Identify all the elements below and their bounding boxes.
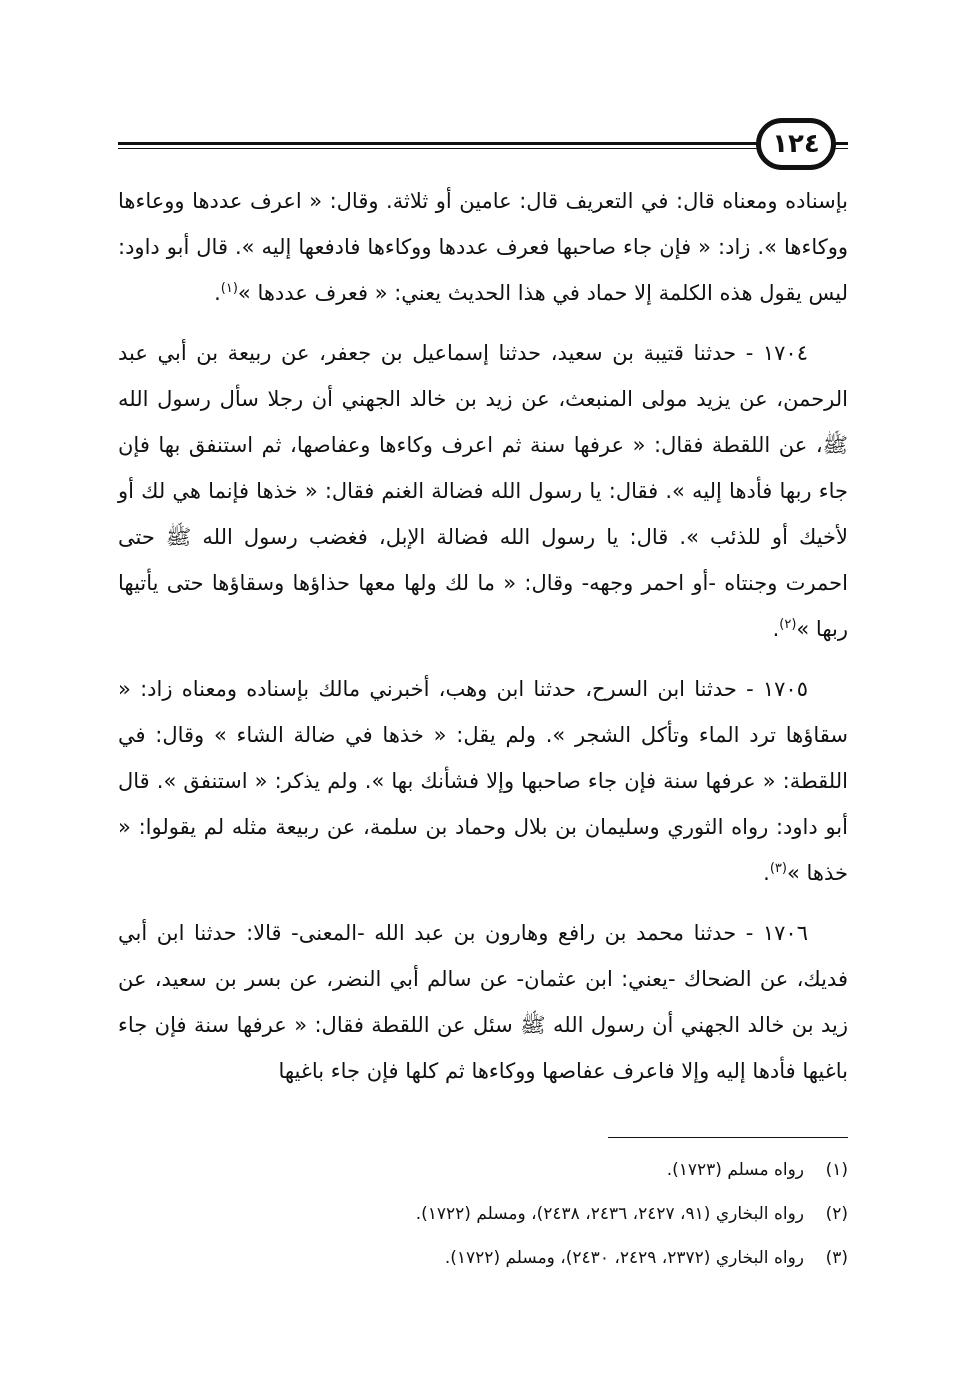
- footnote-item: [118, 1192, 848, 1236]
- paragraph-text: ١٧٠٦ - حدثنا محمد بن رافع وهارون بن عبد الله -المعنى- قالا: حدثنا ابن أبي فديك، عن الضحاك -يعني: ابن عثمان- عن سالم أبي النضر، عن بسر بن سعيد، عن زيد بن خالد الجهني أن رسول الله ﷺ سئل عن اللقطة فقال: « عرفها سنة فإن جاء باغيها فأدها إليه وإلا فاعرف عفاصها ووكاءها ثم كلها فإن جاء باغيها: [118, 921, 848, 1083]
- hadith-1706: [118, 910, 848, 1094]
- footnotes: [118, 1148, 848, 1280]
- paragraph-text: ١٧٠٥ - حدثنا ابن السرح، حدثنا ابن وهب، أخبرني مالك بإسناده ومعناه زاد: « سقاؤها ترد الماء وتأكل الشجر ». ولم يقل: « خذها في ضالة الشاء » وقال: في اللقطة: « عرفها سنة فإن جاء صاحبها وإلا فشأنك بها ». ولم يذكر: « استنفق ». قال أبو داود: رواه الثوري وسليمان بن بلال وحماد بن سلمة، عن ربيعة مثله لم يقولوا: « خذها »: [118, 677, 848, 885]
- footnote-item: [118, 1236, 848, 1280]
- paragraph: [118, 178, 848, 316]
- page-header: [118, 118, 848, 178]
- footnote-number: (٣): [825, 1248, 848, 1268]
- main-text: [118, 178, 848, 1108]
- footnote-ref: (٣): [769, 861, 787, 876]
- footnote-divider: [608, 1137, 848, 1138]
- footnote-number: (٢): [825, 1204, 848, 1224]
- paragraph-text: بإسناده ومعناه قال: في التعريف قال: عامين أو ثلاثة. وقال: « اعرف عددها ووعاءها ووكاءها ». زاد: « فإن جاء صاحبها فعرف عددها ووكاءها فادفعها إليه ». قال أبو داود: ليس يقول هذه الكلمة إلا حماد في هذا الحديث يعني: « فعرف عددها »: [118, 189, 848, 305]
- footnote-number: (١): [825, 1160, 848, 1180]
- header-rule-thin: [118, 148, 848, 149]
- footnote-ref: (٢): [779, 617, 797, 632]
- paragraph-end: .: [772, 617, 780, 641]
- paragraph-end: .: [763, 861, 770, 885]
- header-rule-thick: [118, 142, 848, 145]
- footnote-text: رواه البخاري (٢٣٧٢، ٢٤٢٩، ٢٤٣٠)، ومسلم (١٧٢٢).: [444, 1248, 804, 1268]
- footnote-item: [118, 1148, 848, 1192]
- hadith-1705: [118, 666, 848, 896]
- footnote-text: رواه البخاري (٩١، ٢٤٢٧، ٢٤٣٦، ٢٤٣٨)، ومسلم (١٧٢٢).: [415, 1204, 804, 1224]
- footnote-text: رواه مسلم (١٧٢٣).: [666, 1160, 804, 1180]
- paragraph-text: ١٧٠٤ - حدثنا قتيبة بن سعيد، حدثنا إسماعيل بن جعفر، عن ربيعة بن أبي عبد الرحمن، عن يزيد مولى المنبعث، عن زيد بن خالد الجهني أن رجلا سأل رسول الله ﷺ، عن اللقطة فقال: « عرفها سنة ثم اعرف وكاءها وعفاصها، ثم استنفق بها فإن جاء ربها فأدها إليه ». فقال: يا رسول الله فضالة الغنم فقال: « خذها فإنما هي لك أو لأخيك أو للذئب ». قال: يا رسول الله فضالة الإبل، فغضب رسول الله ﷺ حتى احمرت وجنتاه -أو احمر وجهه- وقال: « ما لك ولها معها حذاؤها وسقاؤها حتى يأتيها ربها »: [118, 341, 848, 641]
- footnote-ref: (١): [220, 281, 238, 296]
- paragraph-end: .: [214, 281, 221, 305]
- hadith-1704: [118, 330, 848, 652]
- page-number: ١٢٤: [756, 118, 836, 170]
